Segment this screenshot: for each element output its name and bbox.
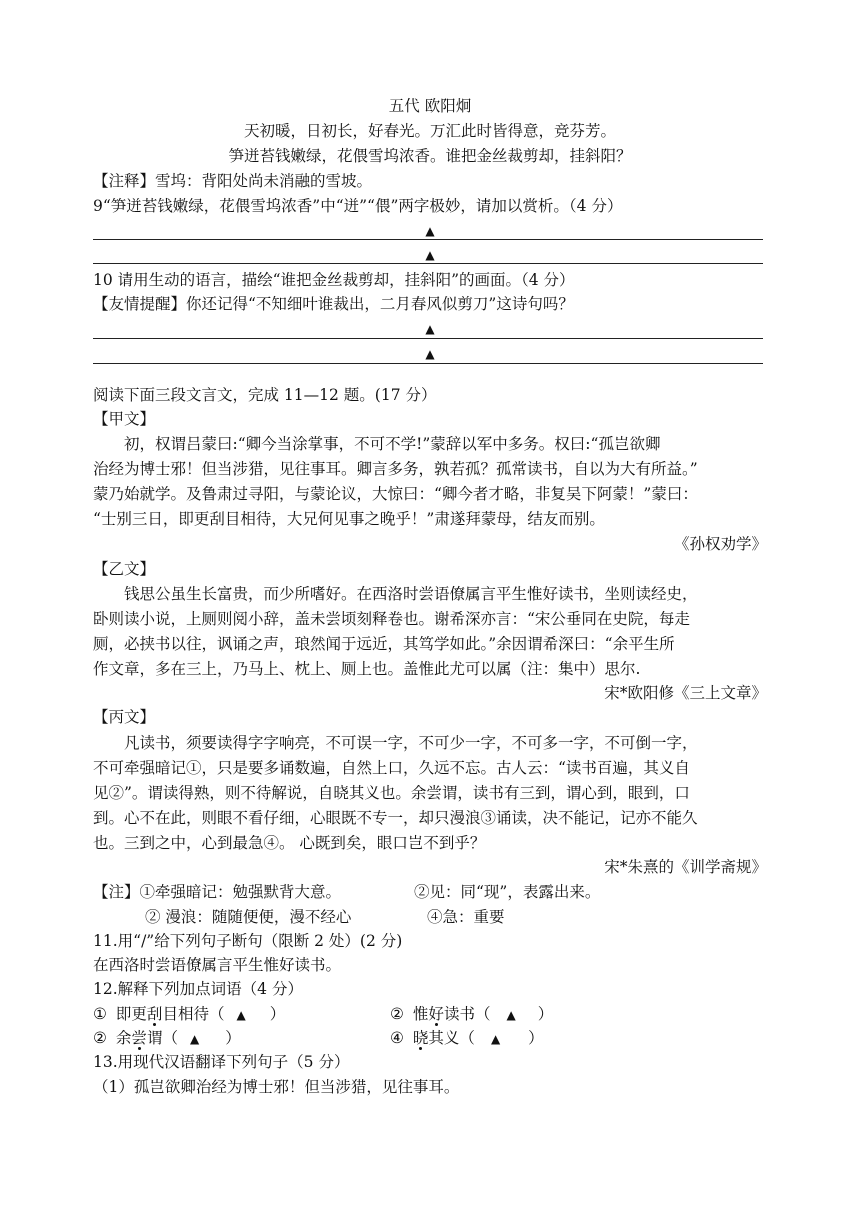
- question-10: 10 请用生动的语言，描绘“谁把金丝裁剪却，挂斜阳”的画面。（4 分）: [93, 271, 575, 289]
- vocab-item-1: [93, 1002, 285, 1027]
- poem-author: 五代 欧阳炯: [388, 97, 472, 115]
- answer-line[interactable]: [93, 363, 763, 364]
- answer-line[interactable]: [93, 239, 763, 240]
- answer-marker[interactable]: ▲: [506, 1008, 516, 1022]
- passage-bing-line: 不可牵强暗记①，只是要多诵数遍，自然上口，久远不忘。古人云：“读书百遍，其义自: [93, 759, 690, 777]
- question-12: 12.解释下列加点词语（4 分）: [93, 980, 303, 998]
- question-9: 9“笋迸苔钱嫩绿，花偎雪坞浓香”中“迸”“偎”两字极妙，请加以赏析。（4 分）: [93, 197, 623, 215]
- reading-intro: 阅读下面三段文言文，完成 11—12 题。(17 分）: [93, 386, 437, 404]
- vocab-text: ）: [528, 1029, 544, 1047]
- item-number: ④: [390, 1029, 404, 1047]
- annotation-note: ④急：重要: [427, 908, 505, 926]
- answer-line[interactable]: [93, 263, 763, 264]
- poem-note: 【注释】雪坞：背阳处尚未消融的雪坡。: [93, 172, 373, 190]
- question-11-sentence: 在西洛时尝语僚属言平生惟好读书。: [93, 956, 342, 974]
- question-13-sentence: （1）孤岂欲卿治经为博士邪！但当涉猎，见往事耳。: [93, 1078, 460, 1096]
- passage-bing-line: 见②”。谓读得熟，则不待解说，自晓其义也。余尝谓，读书有三到，谓心到，眼到，口: [93, 784, 690, 802]
- vocab-text: 目相待（: [162, 1005, 225, 1023]
- passage-jia-source: 《孙权劝学》: [673, 535, 767, 553]
- item-number: ①: [93, 1005, 107, 1023]
- friendly-reminder: 【友情提醒】你还记得“不知细叶谁裁出，二月春风似剪刀”这诗句吗？: [93, 295, 574, 313]
- passage-jia-line: “士别三日，即更刮目相待，大兄何见事之晚乎！”肃遂拜蒙母，结友而别。: [93, 510, 605, 528]
- vocab-item-3: [93, 1026, 241, 1051]
- dotted-word: 晓: [412, 1029, 429, 1047]
- vocab-text: ）: [269, 1005, 286, 1023]
- passage-jia-line: 治经为博士邪！但当涉猎，见往事耳。卿言多务，孰若孤？孤常读书，自以为大有所益。”: [93, 460, 698, 478]
- passage-jia-line: 初，权谓吕蒙曰:“卿今当涂掌事，不可不学!”蒙辞以军中多务。权曰:“孤岂欲卿: [124, 435, 661, 453]
- passage-yi-line: 作文章，多在三上，乃马上、枕上、厕上也。盖惟此尤可以属（注：集中）思尔.: [93, 660, 641, 678]
- poem-line-2: 笋迸苔钱嫩绿，花偎雪坞浓香。谁把金丝裁剪却，挂斜阳？: [228, 147, 632, 165]
- dotted-word: 尝: [131, 1029, 147, 1047]
- annotation-note: ②见：同“现”，表露出来。: [414, 883, 601, 901]
- poem-line-1: 天初暖，日初长，好春光。万汇此时皆得意，竞芬芳。: [243, 122, 616, 140]
- vocab-text: 读书（: [443, 1005, 491, 1023]
- vocab-text: 谓（: [146, 1029, 178, 1047]
- passage-yi-source: 宋*欧阳修《三上文章》: [604, 684, 767, 702]
- passage-bing-line: 凡读书，须要读得字字响亮，不可误一字，不可少一字，不可多一字，不可倒一字，: [124, 734, 698, 752]
- annotation-note: 【注】①牵强暗记：勉强默背大意。: [93, 883, 342, 901]
- vocab-item-2: [390, 1002, 553, 1027]
- vocab-text: 即更: [115, 1005, 147, 1023]
- vocab-text: 其义（: [428, 1029, 475, 1047]
- vocab-text: ）: [225, 1029, 241, 1047]
- passage-bing-line: 也。三到之中，心到最急④。 心既到矣，眼口岂不到乎？: [93, 834, 486, 852]
- passage-bing-source: 宋*朱熹的《训学斋规》: [604, 858, 767, 876]
- question-11: 11.用“/”给下列句子断句（限断 2 处）(2 分): [93, 932, 403, 950]
- answer-marker[interactable]: ▲: [236, 1008, 246, 1022]
- vocab-text: ）: [537, 1005, 554, 1023]
- answer-marker: ▲: [425, 347, 435, 361]
- answer-marker[interactable]: ▲: [490, 1032, 501, 1046]
- passage-yi-line: 厕，必挟书以往，讽诵之声，琅然闻于远近，其笃学如此。”余因谓希深曰：“余平生所: [93, 635, 675, 653]
- vocab-text: 惟: [412, 1005, 429, 1023]
- dotted-word: 刮: [146, 1005, 163, 1023]
- vocab-item-4: [390, 1026, 544, 1051]
- answer-marker: ▲: [425, 224, 435, 238]
- passage-bing-line: 到。心不在此，则眼不看仔细，心眼既不专一，却只漫浪③诵读，决不能记，记亦不能久: [93, 809, 698, 827]
- answer-marker[interactable]: ▲: [189, 1032, 200, 1046]
- passage-yi-line: 卧则读小说，上厕则阅小辞，盖未尝顷刻释卷也。谢希深亦言：“宋公垂同在史院，每走: [93, 610, 690, 628]
- answer-line[interactable]: [93, 338, 763, 339]
- answer-marker: ▲: [425, 322, 435, 336]
- question-13: 13.用现代汉语翻译下列句子（5 分）: [93, 1053, 350, 1071]
- vocab-text: 余: [115, 1029, 132, 1047]
- passage-jia-label: 【甲文】: [93, 410, 156, 428]
- item-number: ②: [390, 1005, 404, 1023]
- item-number: ②: [93, 1029, 107, 1047]
- passage-jia-line: 蒙乃始就学。及鲁肃过寻阳，与蒙论议，大惊曰：“卿今者才略，非复吴下阿蒙！”蒙曰：: [93, 485, 698, 503]
- passage-yi-label: 【乙文】: [93, 560, 156, 578]
- answer-marker: ▲: [425, 248, 435, 262]
- annotation-note: ② 漫浪：随随便便，漫不经心: [145, 908, 352, 926]
- dotted-word: 好: [428, 1005, 444, 1023]
- passage-yi-line: 钱思公虽生长富贵，而少所嗜好。在西洛时尝语僚属言平生惟好读书，坐则读经史，: [124, 585, 698, 603]
- passage-bing-label: 【丙文】: [93, 708, 156, 726]
